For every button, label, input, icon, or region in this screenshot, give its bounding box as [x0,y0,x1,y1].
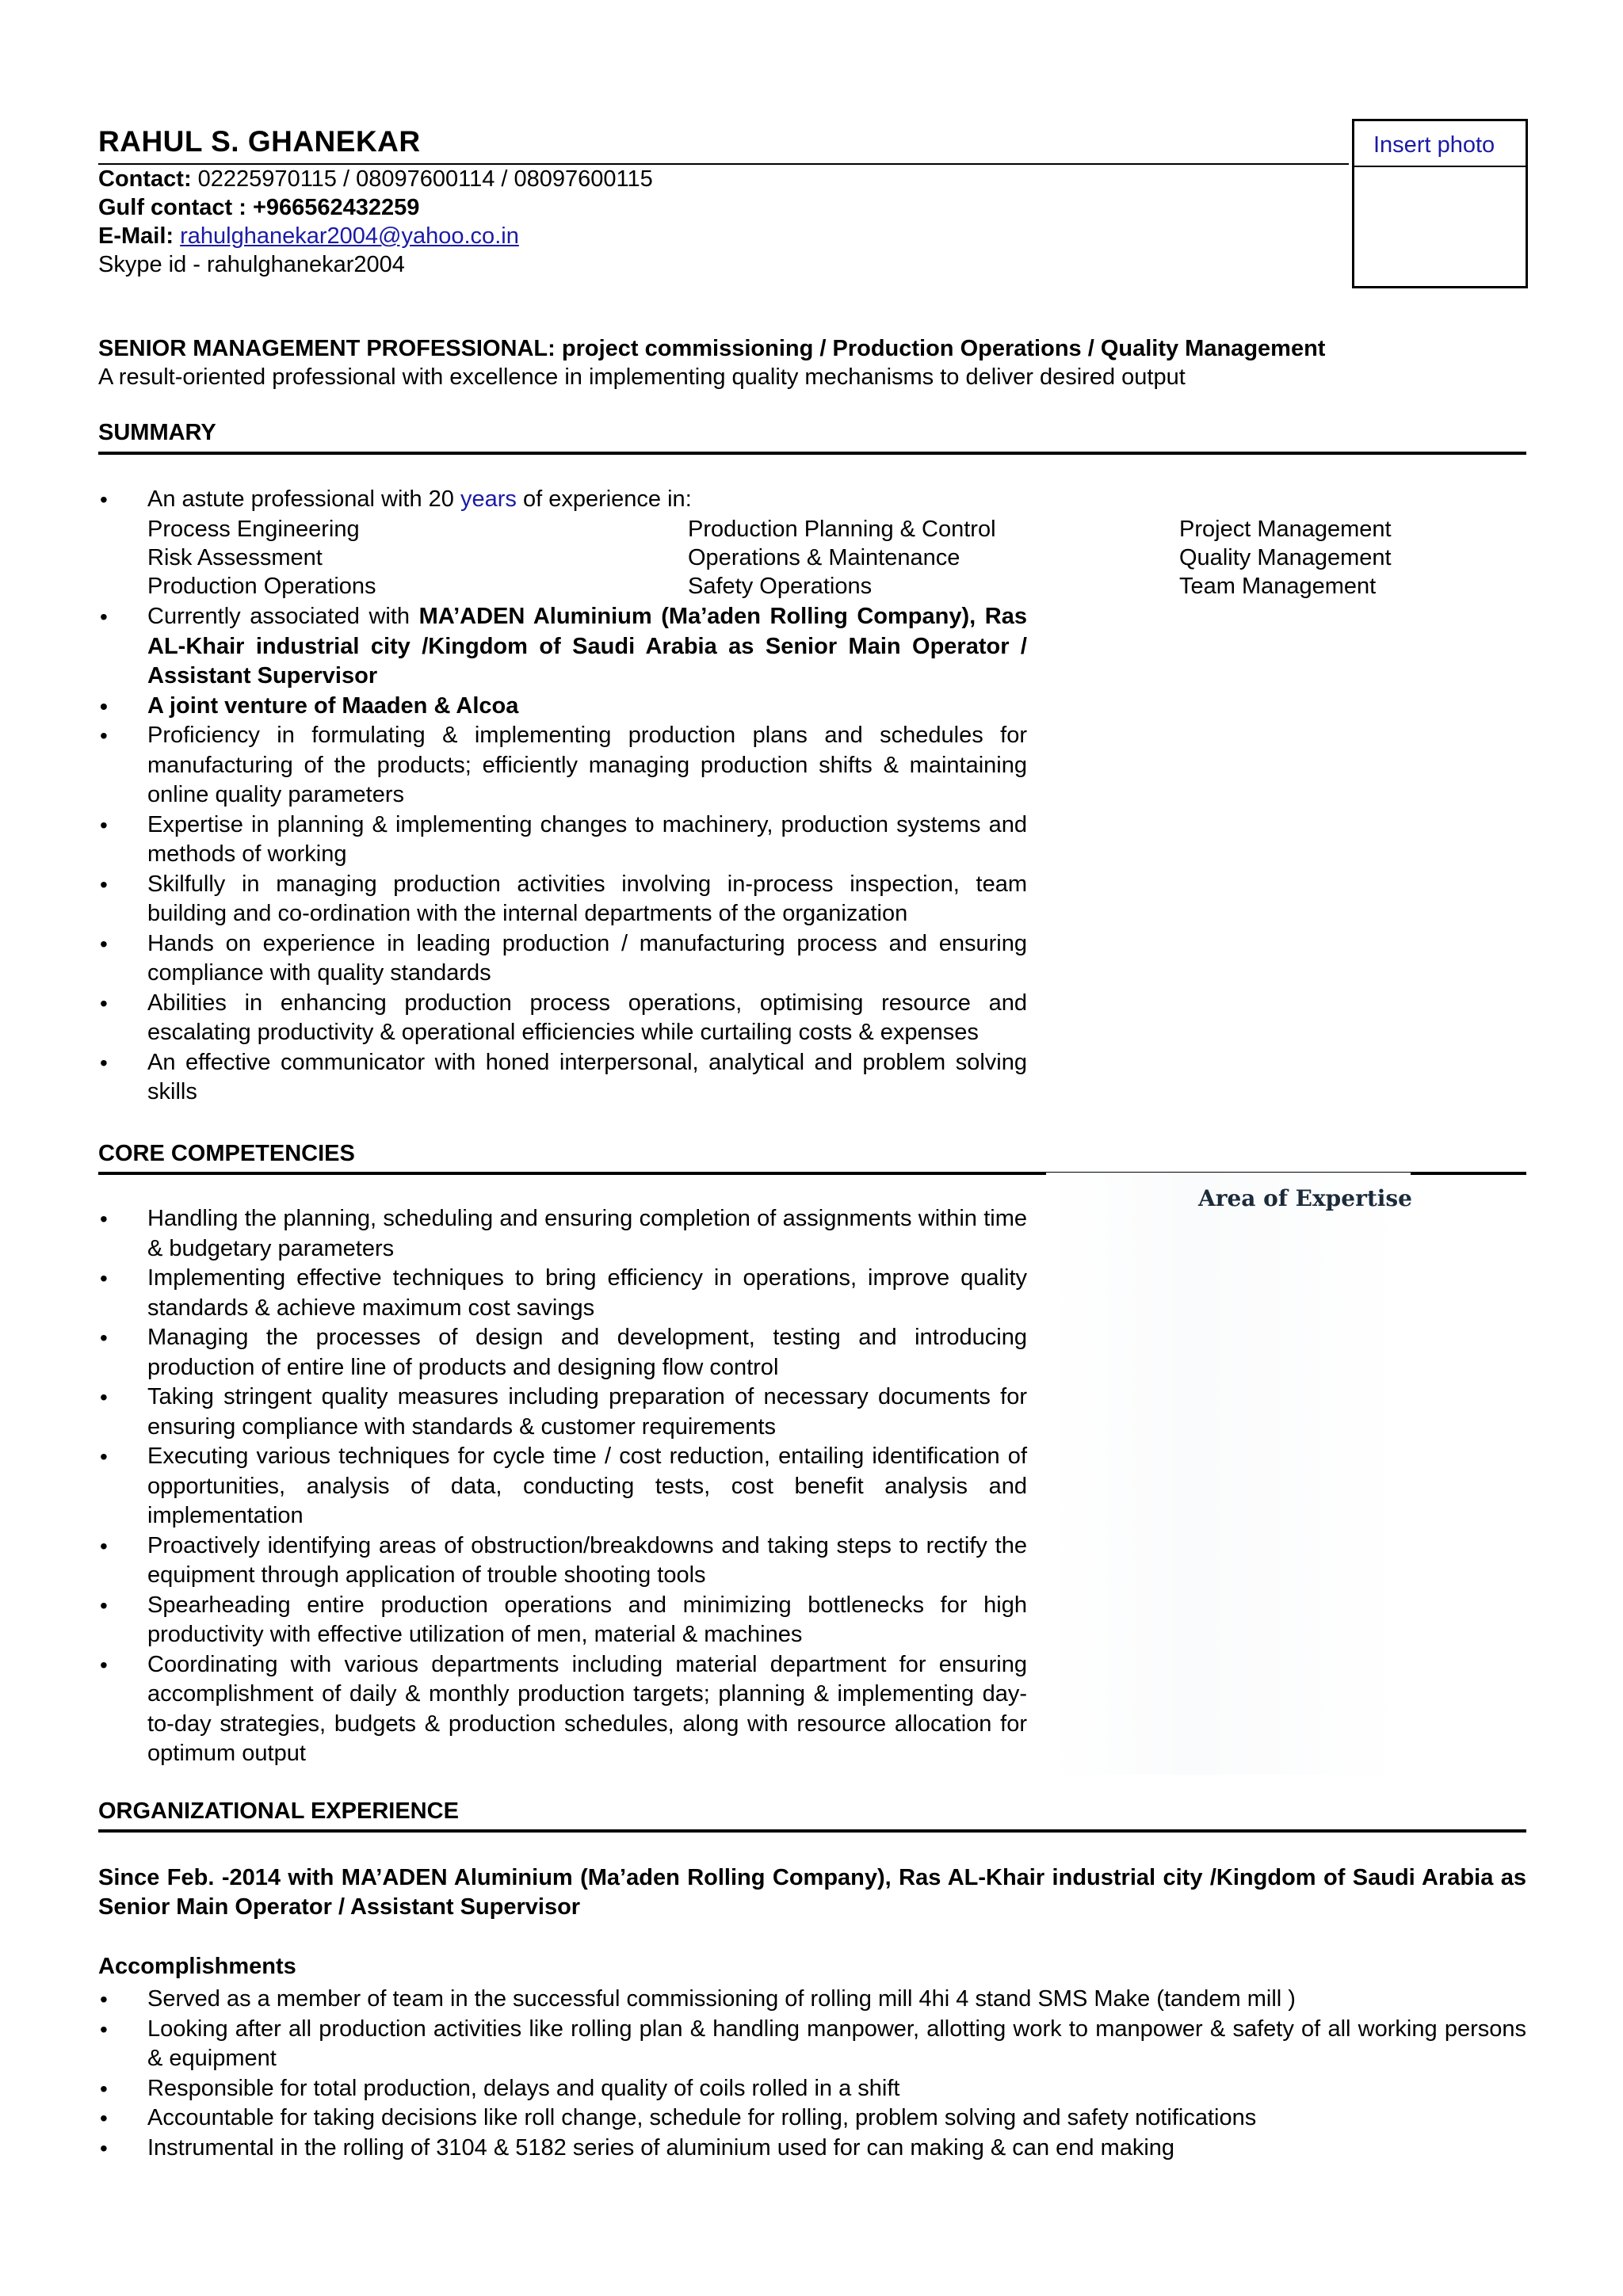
list-item: • Instrumental in the rolling of 3104 & 5182 series of aluminium used for can making & can end making [98,2134,1526,2164]
list-item: • Proficiency in formulating & implementing production plans and schedules for manufacturing of the products; efficiently managing production shifts & maintaining online quality parameters [98,721,1027,810]
skill-item: Team Management [1179,574,1377,599]
photo-divider [1354,166,1526,167]
years-link: years [460,486,517,512]
list-item: • Handling the planning, scheduling and ensuring completion of assignments within time & budgetary parameters [98,1204,1027,1264]
gulf-contact: Gulf contact : +966562432259 [98,195,420,220]
list-item: • Looking after all production activities like rolling plan & handling manpower, allotting work to manpower & safety of all working persons & equipment [98,2015,1526,2074]
summary-intro-list [98,485,1027,515]
profile-headline: SENIOR MANAGEMENT PROFESSIONAL: project commissioning / Production Operations / Quality Management [98,336,1326,361]
contact-label: Contact: [98,166,192,192]
skills-row [147,543,1392,572]
skills-grid [147,515,1431,601]
area-of-expertise-label: Area of Expertise [1198,1185,1412,1211]
core-title: CORE COMPETENCIES [98,1141,355,1166]
summary-intro: • An astute professional with 20 years of experience in: [98,485,1027,515]
list-item: • Implementing effective techniques to bring efficiency in operations, improve quality standards & achieve maximum cost savings [98,1264,1027,1323]
skills-row [147,572,1392,601]
email-line [98,222,519,250]
expertise-panel [1046,1173,1411,1775]
skill-item: Process Engineering [147,517,360,542]
list-item: • Currently associated with MA’ADEN Aluminium (Ma’aden Rolling Company), Ras AL-Khair industrial city /Kingdom of Saudi Arabia as Senior Main Operator / Assistant Supervisor [98,602,1027,692]
summary-title: SUMMARY [98,420,216,445]
email-link[interactable]: rahulghanekar2004@yahoo.co.in [180,223,519,249]
list-item: • Abilities in enhancing production process operations, optimising resource and escalating productivity & operational efficiencies while curtailing costs & expenses [98,989,1027,1048]
list-item: • Taking stringent quality measures including preparation of necessary documents for ensuring compliance with standards & customer requirements [98,1383,1027,1442]
list-item: • Served as a member of team in the successful commissioning of rolling mill 4hi 4 stand SMS Make (tandem mill ) [98,1985,1526,2015]
accomplishments-list [98,1985,1526,2163]
list-item: • Managing the processes of design and development, testing and introducing production of entire line of products and designing flow control [98,1323,1027,1383]
list-item: • A joint venture of Maaden & Alcoa [98,692,1027,722]
list-item: • Hands on experience in leading production / manufacturing process and ensuring compliance with quality standards [98,929,1027,989]
list-item: • Skilfully in managing production activities involving in-process inspection, team building and co-ordination with the internal departments of the organization [98,870,1027,929]
list-item: • Executing various techniques for cycle time / cost reduction, entailing identification of opportunities, analysis of data, conducting tests, cost benefit analysis and implementation [98,1442,1027,1531]
accomplishments-title: Accomplishments [98,1954,296,1979]
profile-tagline: A result-oriented professional with excellence in implementing quality mechanisms to deliver desired output [98,364,1186,390]
summary-divider [98,452,1526,455]
skill-item: Risk Assessment [147,545,323,570]
list-item: • Proactively identifying areas of obstruction/breakdowns and taking steps to rectify the equipment through application of trouble shooting tools [98,1531,1027,1591]
experience-divider [98,1829,1526,1833]
list-item: • Responsible for total production, delays and quality of coils rolled in a shift [98,2074,1526,2104]
list-item: • Accountable for taking decisions like roll change, schedule for rolling, problem solving and safety notifications [98,2103,1526,2134]
list-item: • Expertise in planning & implementing changes to machinery, production systems and methods of working [98,810,1027,870]
skill-item: Quality Management [1179,545,1392,570]
skills-row [147,515,1392,543]
contact-value: 02225970115 / 08097600114 / 08097600115 [191,166,653,192]
skill-item: Production Operations [147,574,376,599]
skill-item: Project Management [1179,517,1392,542]
photo-placeholder [1352,119,1528,288]
list-item: • An effective communicator with honed interpersonal, analytical and problem solving skills [98,1048,1027,1108]
skill-item: Production Planning & Control [688,517,996,542]
skill-item: Safety Operations [688,574,873,599]
list-item: • Spearheading entire production operations and minimizing bottlenecks for high productivity with effective utilization of men, material & machines [98,1591,1027,1650]
email-label: E-Mail: [98,223,174,249]
summary-bullets [98,602,1027,1108]
skill-item: Operations & Maintenance [688,545,960,570]
experience-title: ORGANIZATIONAL EXPERIENCE [98,1798,459,1824]
contact-line [98,165,653,193]
skype-id: Skype id - rahulghanekar2004 [98,252,405,277]
core-bullets [98,1204,1027,1769]
list-item: • Coordinating with various departments including material department for ensuring accomplishment of daily & monthly production targets; planning & implementing day-to-day strategies, budgets & production schedules, along with resource allocation for optimum output [98,1650,1027,1769]
candidate-name: RAHUL S. GHANEKAR [98,125,421,158]
photo-label: Insert photo [1373,132,1495,158]
experience-role: Since Feb. -2014 with MA’ADEN Aluminium (Ma’aden Rolling Company), Ras AL-Khair industrial city /Kingdom of Saudi Arabia as Senior Main Operator / Assistant Supervisor [98,1865,1526,1920]
